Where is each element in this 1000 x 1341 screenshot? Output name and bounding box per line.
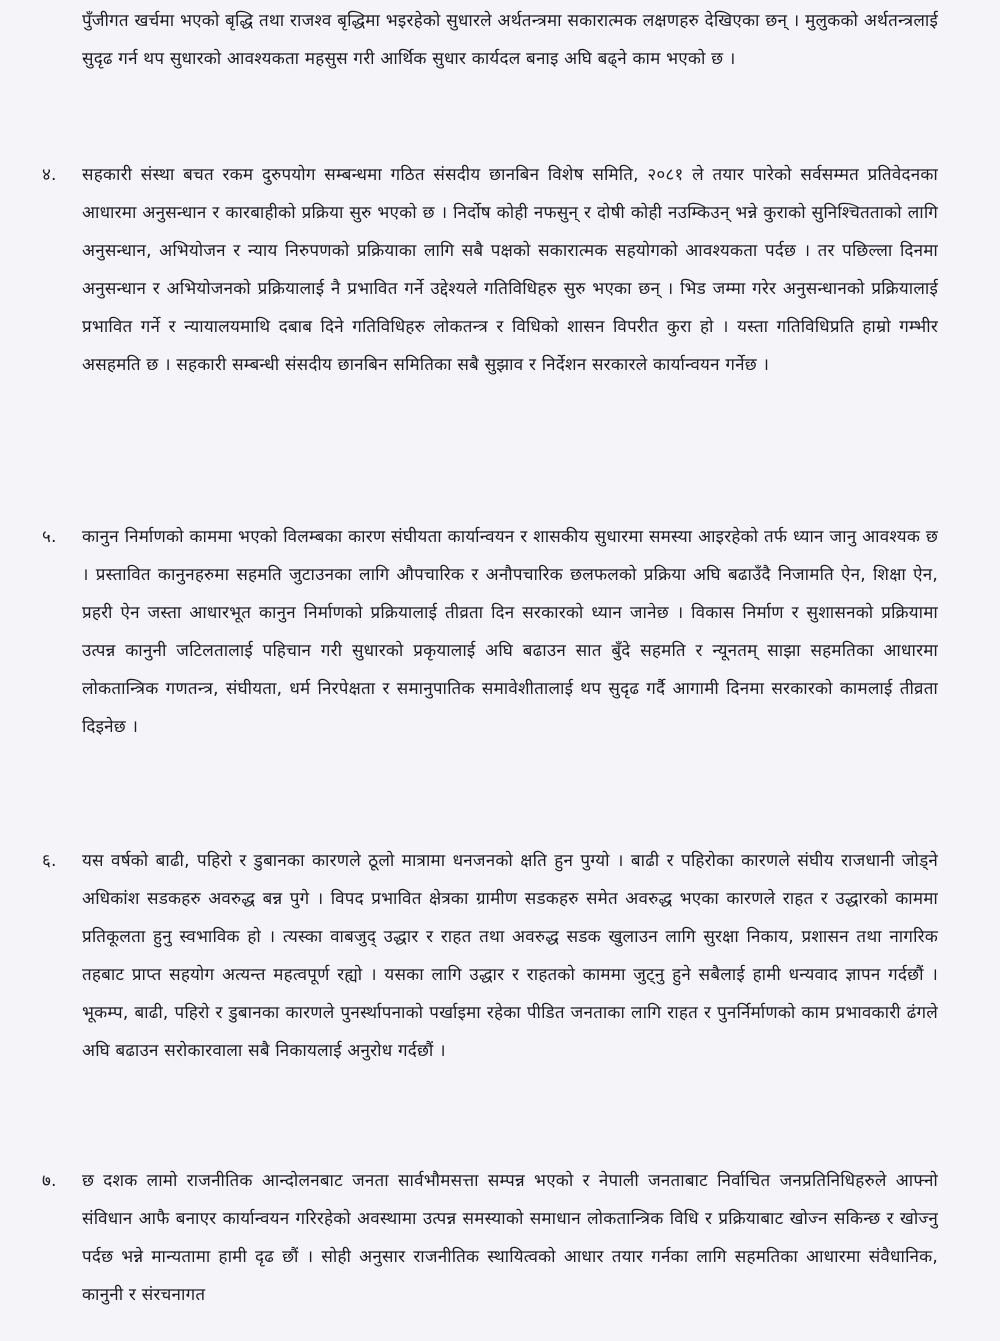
paragraph-7: [42, 1162, 938, 1314]
paragraph-6: [42, 842, 938, 1070]
paragraph-4: [42, 156, 938, 384]
paragraph-number: ४.: [42, 165, 57, 185]
paragraph-number: ७.: [42, 1171, 57, 1191]
paragraph-text: सहकारी संस्था बचत रकम दुरुपयोग सम्बन्धमा गठित संसदीय छानबिन विशेष समिति, २०८१ ले तयार पारेको सर्वसम्मत प्रतिवेदनका आधारमा अनुसन्धान र कारबाहीको प्रक्रिया सुरु भएको छ । निर्दोष कोही नफसुन् र दोषी कोही नउम्किउन् भन्ने कुराको सुनिश्चितताको लागि अनुसन्धान, अभियोजन र न्याय निरुपणको प्रक्रियाका लागि सबै पक्षको सकारात्मक सहयोगको आवश्यकता पर्दछ । तर पछिल्ला दिनमा अनुसन्धान र अभियोजनको प्रक्रियालाई नै प्रभावित गर्ने उद्देश्यले गतिविधिहरु सुरु भएका छन् । भिड जम्मा गरेर अनुसन्धानको प्रक्रियालाई प्रभावित गर्ने र न्यायालयमाथि दबाब दिने गतिविधिहरु लोकतन्त्र र विधिको शासन विपरीत कुरा हो । यस्ता गतिविधिप्रति हाम्रो गम्भीर असहमति छ । सहकारी सम्बन्धी संसदीय छानबिन समितिका सबै सुझाव र निर्देशन सरकारले कार्यान्वयन गर्नेछ ।: [82, 165, 938, 375]
paragraph-text: यस वर्षको बाढी, पहिरो र डुबानका कारणले ठूलो मात्रामा धनजनको क्षति हुन पुग्यो । बाढी र पहिरोका कारणले संघीय राजधानी जोड्ने अधिकांश सडकहरु अवरुद्ध बन्न पुगे । विपद प्रभावित क्षेत्रका ग्रामीण सडकहरु समेत अवरुद्ध भएका कारणले राहत र उद्धारको काममा प्रतिकूलता हुनु स्वभाविक हो । त्यस्का वाबजुद् उद्धार र राहत तथा अवरुद्ध सडक खुलाउन लागि सुरक्षा निकाय, प्रशासन तथा नागरिक तहबाट प्राप्त सहयोग अत्यन्त महत्वपूर्ण रह्यो । यसका लागि उद्धार र राहतको काममा जुट्नु हुने सबैलाई हामी धन्यवाद ज्ञापन गर्दछौं । भूकम्प, बाढी, पहिरो र डुबानका कारणले पुनर्स्थापनाको पर्खाइमा रहेका पीडित जनताका लागि राहत र पुनर्निर्माणको काम प्रभावकारी ढंगले अघि बढाउन सरोकारवाला सबै निकायलाई अनुरोध गर्दछौं ।: [82, 851, 938, 1061]
paragraph-number: ५.: [42, 527, 57, 547]
paragraph-number: ६.: [42, 851, 57, 871]
paragraph-text: कानुन निर्माणको काममा भएको विलम्बका कारण संघीयता कार्यान्वयन र शासकीय सुधारमा समस्या आइरहेको तर्फ ध्यान जानु आवश्यक छ । प्रस्तावित कानुनहरुमा सहमति जुटाउनका लागि औपचारिक र अनौपचारिक छलफलको प्रक्रिया अघि बढाउँदै निजामति ऐन, शिक्षा ऐन, प्रहरी ऐन जस्ता आधारभूत कानुन निर्माणको प्रक्रियालाई तीव्रता दिन सरकारको ध्यान जानेछ । विकास निर्माण र सुशासनको प्रक्रियामा उत्पन्न कानुनी जटिलतालाई पहिचान गरी सुधारको प्रकृयालाई अघि बढाउन सात बुँदे सहमति र न्यूनतम् साझा सहमतिका आधारमा लोकतान्त्रिक गणतन्त्र, संघीयता, धर्म निरपेक्षता र समानुपातिक समावेशीतालाई थप सुदृढ गर्दै आगामी दिनमा सरकारको कामलाई तीव्रता दिइनेछ ।: [82, 527, 938, 737]
paragraph-text: पुँजीगत खर्चमा भएको बृद्धि तथा राजश्व बृद्धिमा भइरहेको सुधारले अर्थतन्त्रमा सकारात्मक लक्षणहरु देखिएका छन् । मुलुकको अर्थतन्त्रलाई सुदृढ गर्न थप सुधारको आवश्यकता महसुस गरी आर्थिक सुधार कार्यदल बनाइ अघि बढ्ने काम भएको छ ।: [82, 11, 938, 69]
paragraph-5: [42, 518, 938, 746]
paragraph-intro: [82, 2, 938, 78]
paragraph-text: छ दशक लामो राजनीतिक आन्दोलनबाट जनता सार्वभौमसत्ता सम्पन्न भएको र नेपाली जनताबाट निर्वाचित जनप्रतिनिधिहरुले आफ्नो संविधान आफै बनाएर कार्यान्वयन गरिरहेको अवस्थामा उत्पन्न समस्याको समाधान लोकतान्त्रिक विधि र प्रक्रियाबाट खोज्न सकिन्छ र खोज्नु पर्दछ भन्ने मान्यतामा हामी दृढ छौं । सोही अनुसार राजनीतिक स्थायित्वको आधार तयार गर्नका लागि सहमतिका आधारमा संवैधानिक, कानुनी र संरचनागत: [82, 1171, 938, 1305]
